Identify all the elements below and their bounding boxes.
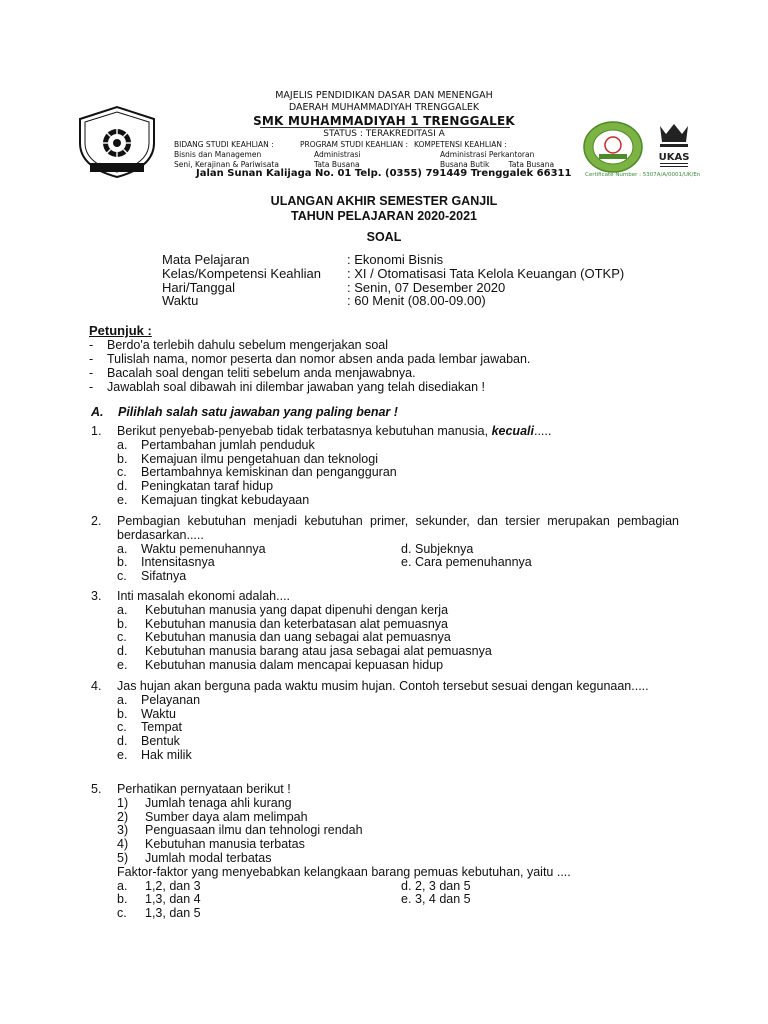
answer-option: b. Kemajuan ilmu pengetahuan dan teknologi	[117, 451, 378, 466]
instruction-item: - Jawablah soal dibawah ini dilembar jawaban yang telah disediakan !	[89, 380, 530, 394]
field-column-kompetensi: KOMPETENSI KEAHLIAN : Administrasi Perkantoran Busana Butik Tata Busana	[414, 140, 555, 169]
answer-option: c. Kebutuhan manusia dan uang sebagai alat pemuasnya	[117, 630, 451, 645]
answer-option: a. Pelayanan	[117, 692, 201, 707]
answer-option: a. Kebutuhan manusia yang dapat dipenuhi dengan kerja	[117, 602, 449, 617]
instruction-item: - Tulislah nama, nomor peserta dan nomor absen anda pada lembar jawaban.	[89, 352, 530, 366]
letterhead-line-1: MAJELIS PENDIDIKAN DASAR DAN MENENGAH	[275, 90, 493, 101]
question-stem: 1. Berikut penyebab-penyebab tidak terbatasnya kebutuhan manusia, kecuali.....	[91, 424, 552, 438]
question-3	[91, 590, 679, 673]
question-stem: 2. Pembagian kebutuhan menjadi kebutuhan primer, sekunder, dan tersier merupakan pembagian berdasarkan.....	[91, 514, 679, 542]
ukas-logo	[652, 120, 696, 172]
answer-option: b. 1,3, dan 4 e. 3, 4 dan 5	[117, 892, 471, 907]
instructions-list	[89, 338, 530, 394]
answer-option: a. Pertambahan jumlah penduduk	[117, 437, 315, 452]
answer-option: b. Intensitasnya e. Cara pemenuhannya	[117, 555, 532, 570]
instructions-heading: Petunjuk :	[89, 323, 152, 338]
question-5	[91, 783, 679, 921]
question-1	[91, 425, 679, 508]
answer-option: b. Waktu	[117, 706, 176, 721]
field-column-bidang: BIDANG STUDI KEAHLIAN : Bisnis dan Managemen Seni, Kerajinan & Pariwisata	[174, 140, 279, 169]
answer-option: e. Kebutuhan manusia dalam mencapai kepuasan hidup	[117, 657, 444, 672]
letterhead-line-2: DAERAH MUHAMMADIYAH TRENGGALEK	[288, 102, 480, 113]
question-note: Faktor-faktor yang menyebabkan kelangkaan barang pemuas kebutuhan, yaitu ....	[117, 864, 571, 879]
answer-option: c. 1,3, dan 5	[117, 906, 201, 921]
answer-option: d. Bentuk	[117, 734, 180, 749]
statement-item: 2) Sumber daya alam melimpah	[117, 809, 308, 824]
exam-page: MAJELIS PENDIDIKAN DASAR DAN MENENGAH DAERAH MUHAMMADIYAH TRENGGALEK SMK MUHAMMADIYAH 1 TRENGGALEK STATUS : TERAKREDITASI A BIDANG STUDI KEAHLIAN : Bisnis dan Managemen Seni, Kerajinan & Pariwisata PROGRAM STUDI KEAHLIAN : Administrasi Tata Busana KOMPETENSI KEAHLIAN : Administrasi Perkantoran Busana Butik Tata Busana Jalan Sunan Kalijaga No. 01 Telp. (0355) 791449 Trenggalek 66311 UKAS Certificate Number : 5307A/A/0001/UK/En ULANGAN AKHIR SEMESTER GANJIL TAHUN PELAJARAN 2020-2021 SOAL Mata Pelajaran : Ekonomi Bisnis Kelas/Kompetensi Keahlian : XI / Otomatisasi Tata Kelola Keuangan (OTKP) Hari/Tanggal : Senin, 07 Desember 2020 Waktu : 60 Menit (08.00-09.00) Petunjuk : - Berdo'a terlebih dahulu sebelum mengerjakan soal - Tulislah nama, nomor peserta dan nomor absen anda pada lembar jawaban. - Bacalah soal dengan teliti sebelum anda menjawabnya. - Jawablah soal dibawah ini dilembar jawaban yang telah disediakan ! A. Pilihlah salah satu jawaban yang paling benar ! 1. Berikut penyebab-penyebab tidak terbatasnya kebutuhan manusia, kecuali..... a. Pertambahan jumlah penduduk b. Kemajuan ilmu pengetahuan dan teknologi c. Bertambahnya kemiskinan dan pengangguran d. Peningkatan taraf hidup e. Kemajuan tingkat kebudayaan 2. Pembagian kebutuhan menjadi kebutuhan primer, sekunder, dan tersier merupakan pembagian berdasarkan..... a. Waktu pemenuhannya d. Subjeknya b. Intensitasnya e. Cara pemenuhannya c. Sifatnya 3. Inti masalah ekonomi adalah.... a. Kebutuhan manusia yang dapat dipenuhi dengan kerja b. Kebutuhan manusia dan keterbatasan alat pemuasnya c. Kebutuhan manusia dan uang sebagai alat pemuasnya d. Kebutuhan manusia barang atau jasa sebagai alat pemuasnya e. Kebutuhan manusia dalam mencapai kepuasan hidup 4. Jas hujan akan berguna pada waktu musim hujan. Contoh tersebut sesuai dengan kegunaan..... a. Pelayanan b. Waktu c. Tempat d. Bentuk e. Hak milik 5. Perhatikan pernyataan berikut ! 1) Jumlah tenaga ahli kurang 2) Sumber daya alam melimpah 3) Penguasaan ilmu dan tehnologi rendah 4) Kebutuhan manusia terbatas 5) Jumlah modal terbatas Faktor-faktor yang menyebabkan kelangkaan barang pemuas kebutuhan, yaitu .... a. 1,2, dan 3 d. 2, 3 dan 5 b. 1,3, dan 4 e. 3, 4 dan 5 c. 1,3, dan 5	[0, 0, 768, 1024]
section-a-heading: A. Pilihlah salah satu jawaban yang paling benar !	[91, 405, 398, 419]
question-4	[91, 680, 679, 763]
statement-item: 5) Jumlah modal terbatas	[117, 850, 272, 865]
instruction-item: - Bacalah soal dengan teliti sebelum anda menjawabnya.	[89, 366, 530, 380]
answer-option: c. Tempat	[117, 720, 182, 735]
answer-option: c. Bertambahnya kemiskinan dan pengangguran	[117, 465, 397, 480]
question-stem: 4. Jas hujan akan berguna pada waktu musim hujan. Contoh tersebut sesuai dengan kegunaan.....	[91, 679, 649, 693]
answer-option: e. Hak milik	[117, 747, 192, 762]
question-2	[91, 515, 679, 584]
emphasis-word: kecuali	[491, 424, 534, 438]
answer-option: a. 1,2, dan 3 d. 2, 3 dan 5	[117, 878, 471, 893]
school-name: SMK MUHAMMADIYAH 1 TRENGGALEK	[253, 114, 515, 128]
iso-certification-seal-icon	[582, 120, 644, 174]
exam-title: ULANGAN AKHIR SEMESTER GANJIL	[270, 194, 498, 208]
statement-item: 1) Jumlah tenaga ahli kurang	[117, 795, 292, 810]
instruction-item: - Berdo'a terlebih dahulu sebelum mengerjakan soal	[89, 338, 530, 352]
answer-option: c. Sifatnya	[117, 569, 187, 584]
accreditation-status: STATUS : TERAKREDITASI A	[323, 129, 445, 139]
certificate-number: Certificate Number : 5307A/A/0001/UK/En	[585, 172, 701, 178]
question-stem: 5. Perhatikan pernyataan berikut !	[91, 782, 291, 796]
answer-option: d. Kebutuhan manusia barang atau jasa sebagai alat pemuasnya	[117, 644, 492, 659]
answer-option: e. Kemajuan tingkat kebudayaan	[117, 492, 310, 507]
answer-option: b. Kebutuhan manusia dan keterbatasan alat pemuasnya	[117, 616, 448, 631]
academic-year: TAHUN PELAJARAN 2020-2021	[291, 209, 477, 223]
statement-item: 3) Penguasaan ilmu dan tehnologi rendah	[117, 823, 363, 838]
question-stem: 3. Inti masalah ekonomi adalah....	[91, 589, 291, 603]
statement-item: 4) Kebutuhan manusia terbatas	[117, 837, 305, 852]
soal-heading: SOAL	[366, 230, 402, 244]
school-address: Jalan Sunan Kalijaga No. 01 Telp. (0355) 791449 Trenggalek 66311	[196, 168, 572, 179]
answer-option: a. Waktu pemenuhannya d. Subjeknya	[117, 541, 474, 556]
letterhead	[0, 0, 768, 185]
answer-option: d. Peningkatan taraf hidup	[117, 479, 274, 494]
divider	[260, 127, 510, 128]
ukas-logo-text: UKAS	[658, 152, 690, 163]
field-column-program: PROGRAM STUDI KEAHLIAN : Administrasi Tata Busana	[300, 140, 409, 169]
